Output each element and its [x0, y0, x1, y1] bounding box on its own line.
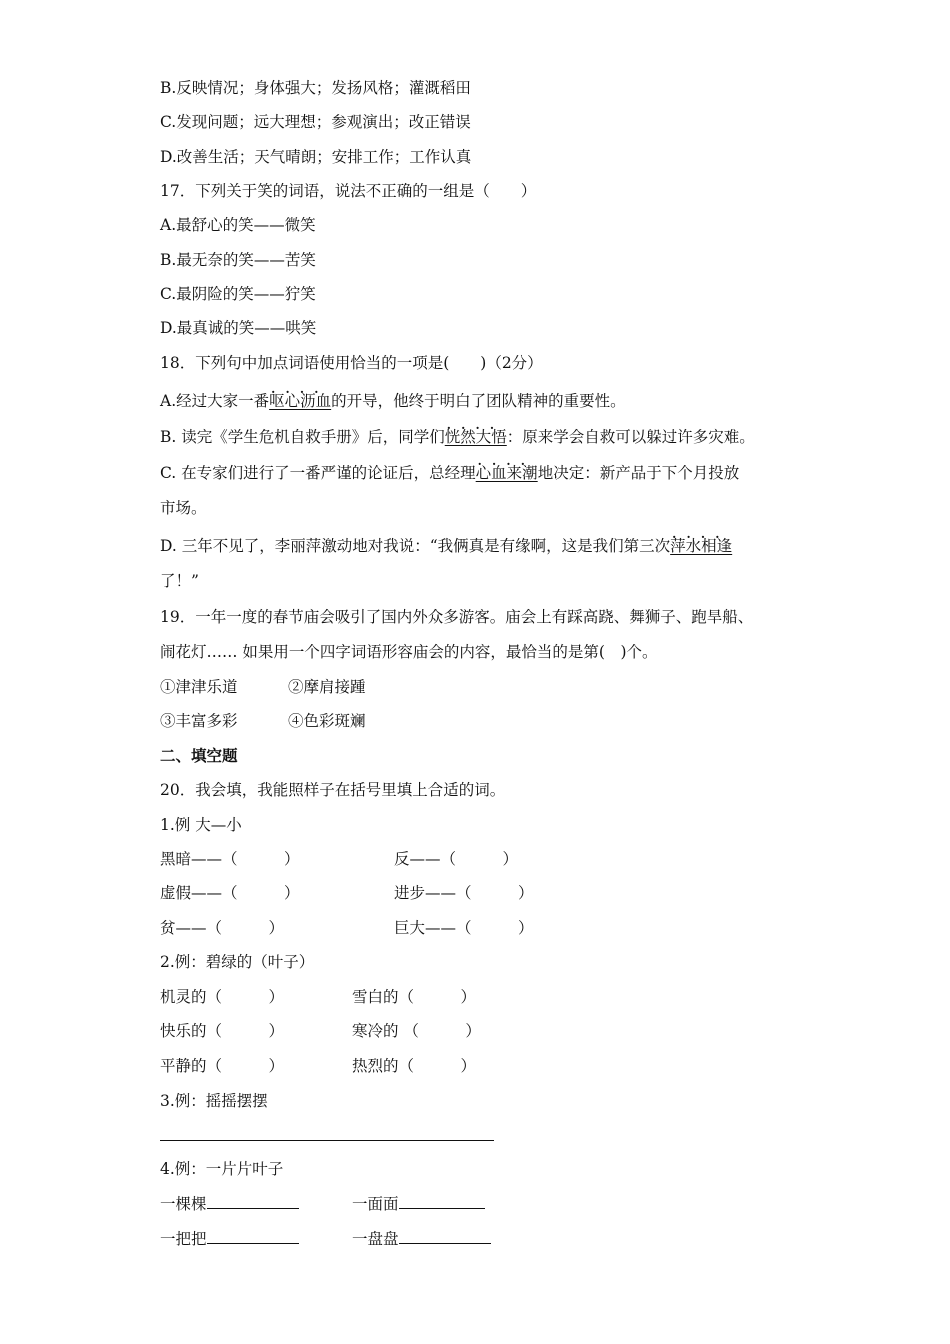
antonym-row-2 [160, 882, 534, 904]
q19-options-row-2 [160, 710, 366, 732]
measure-word-prompt: 一棵棵 [160, 1195, 207, 1213]
q19-option-3: ③丰富多彩 [160, 712, 238, 730]
modifier-item: 机灵的（ ） [160, 988, 285, 1006]
q19-options-row-1 [160, 676, 366, 698]
q16-option-c: C.发现问题；远大理想；参观演出；改正错误 [160, 113, 471, 131]
q17-option-c: C.最阴险的笑——狞笑 [160, 285, 316, 303]
q16-option-d: D.改善生活；天气晴朗；安排工作；工作认真 [160, 148, 472, 166]
q18-a-suffix: 的开导，他终于明白了团队精神的重要性。 [331, 392, 626, 410]
measure-word-prompt: 一面面 [352, 1195, 399, 1213]
modifier-item: 平静的（ ） [160, 1057, 285, 1075]
antonym-item: 贫——（ ） [160, 919, 285, 937]
q20-example-1: 1.例 大—小 [160, 816, 242, 834]
q18-b-prefix: B. 读完《学生危机自救手册》后，同学们 [160, 428, 445, 446]
q18-option-d [160, 535, 732, 557]
q18-option-c [160, 462, 739, 484]
q17-option-b: B.最无奈的笑——苦笑 [160, 251, 316, 269]
q18-c-dotted-word: · · · · 心血来潮 [476, 464, 538, 482]
antonym-item: 黑暗——（ ） [160, 850, 300, 868]
antonym-row-1 [160, 848, 519, 870]
antonym-row-3 [160, 917, 534, 939]
q18-c-continuation: 市场。 [160, 499, 207, 517]
measure-word-prompt: 一盘盘 [352, 1230, 399, 1248]
modifier-item: 雪白的（ ） [352, 988, 477, 1006]
measure-word-prompt: 一把把 [160, 1230, 207, 1248]
q20-example-2: 2.例：碧绿的（叶子） [160, 953, 315, 971]
q17-option-a: A.最舒心的笑——微笑 [160, 216, 316, 234]
q18-d-dotted-word: · · · · 萍水相逢 [670, 537, 732, 555]
antonym-item: 反——（ ） [394, 850, 519, 868]
answer-line[interactable] [160, 1140, 494, 1141]
q18-d-prefix: D. 三年不见了，李丽萍激动地对我说：“我俩真是有缘啊，这是我们第三次 [160, 537, 671, 555]
modifier-row-2 [160, 1020, 481, 1042]
section-heading-fill-in: 二、填空题 [160, 746, 238, 765]
antonym-item: 进步——（ ） [394, 884, 534, 902]
antonym-item: 巨大——（ ） [394, 919, 534, 937]
modifier-row-1 [160, 986, 477, 1008]
q18-b-dotted-word: · · · · 恍然大悟 [445, 428, 507, 446]
answer-blank[interactable] [207, 1229, 299, 1244]
modifier-item: 寒冷的 （ ） [352, 1022, 481, 1040]
q18-option-b [160, 426, 755, 448]
q18-b-suffix: ：原来学会自救可以躲过许多灾难。 [506, 428, 755, 446]
q20-example-3: 3.例：摇摇摆摆 [160, 1092, 268, 1110]
q20-stem: 20．我会填，我能照样子在括号里填上合适的词。 [160, 781, 506, 799]
antonym-item: 虚假——（ ） [160, 884, 300, 902]
q17-stem: 17．下列关于笑的词语，说法不正确的一组是（ ） [160, 182, 537, 200]
q18-c-suffix: 地决定：新产品于下个月投放 [537, 464, 740, 482]
q18-c-prefix: C. 在专家们进行了一番严谨的论证后，总经理 [160, 464, 476, 482]
q19-option-4: ④色彩斑斓 [288, 712, 366, 730]
measure-word-item [352, 1228, 491, 1250]
answer-blank[interactable] [207, 1194, 299, 1209]
q18-a-dotted-word: · · · · 呕心沥血 [269, 392, 331, 410]
q18-d-continuation: 了！” [160, 572, 199, 590]
q19-line-1: 19．一年一度的春节庙会吸引了国内外众多游客。庙会上有踩高跷、舞狮子、跑旱船、 [160, 608, 754, 626]
measure-word-row-1 [160, 1193, 399, 1215]
q20-example-4: 4.例：一片片叶子 [160, 1160, 284, 1178]
q18-option-a [160, 390, 626, 412]
measure-word-item [352, 1193, 485, 1215]
modifier-item: 热烈的（ ） [352, 1057, 477, 1075]
q17-option-d: D.最真诚的笑——哄笑 [160, 319, 317, 337]
q19-option-2: ②摩肩接踵 [288, 678, 366, 696]
answer-blank[interactable] [399, 1194, 485, 1209]
q19-option-1: ①津津乐道 [160, 678, 238, 696]
modifier-row-3 [160, 1055, 477, 1077]
measure-word-row-2 [160, 1228, 399, 1250]
q16-option-b: B.反映情况；身体强大；发扬风格；灌溉稻田 [160, 79, 471, 97]
q18-stem: 18．下列句中加点词语使用恰当的一项是( )（2分） [160, 354, 543, 372]
q18-a-prefix: A.经过大家一番 [160, 392, 270, 410]
q19-line-2: 闹花灯…… 如果用一个四字词语形容庙会的内容，最恰当的是第( )个。 [160, 643, 658, 661]
answer-blank[interactable] [399, 1229, 491, 1244]
modifier-item: 快乐的（ ） [160, 1022, 285, 1040]
